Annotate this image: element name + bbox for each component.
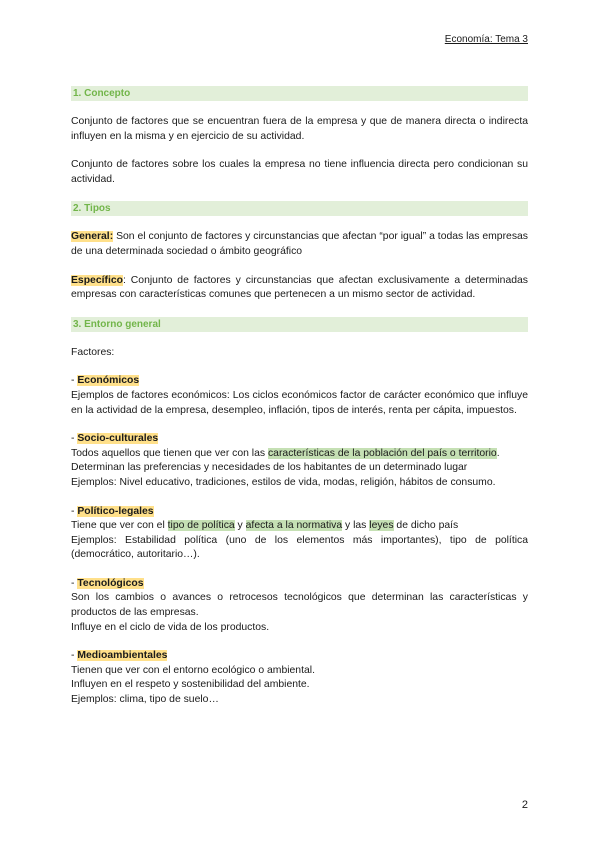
tipos-general <box>71 230 528 259</box>
especifico-label: Específico <box>71 274 123 286</box>
economicos-title: - Económicos <box>71 375 140 387</box>
page-number: 2 <box>521 799 528 811</box>
general-text: Son el conjunto de factores y circunstancias que afectan “por igual” a todas las empresas de una determinada sociedad o ámbito geográfico <box>71 231 528 257</box>
concepto-paragraph-2: Conjunto de factores sobre los cuales la empresa no tiene influencia directa pero condicionan su actividad. <box>71 159 528 185</box>
especifico-text: : Conjunto de factores y circunstancias que afectan exclusivamente a determinadas empresas con características comunes que pertenecen a un mismo sector de actividad. <box>71 274 528 301</box>
economicos-text: Ejemplos de factores económicos: Los ciclos económicos factor de carácter económico que influye en la actividad de la empresa, desempleo, inflación, tipos de interés, renta per cápita, impuestos. <box>71 389 528 416</box>
medioambientales-title: - Medioambientales <box>71 650 168 662</box>
document-body <box>71 86 528 708</box>
section-heading-tipos: 2. Tipos <box>71 201 528 216</box>
concepto-paragraph-1: Conjunto de factores que se encuentran fuera de la empresa y que de manera directa o indirecta influyen en la misma y en ejercicio de su actividad. <box>71 116 528 142</box>
tipos-especifico <box>71 274 528 303</box>
tecnologicos-line-2: Influye en el ciclo de vida de los productos. <box>71 621 270 633</box>
socioculturales-line-2: Determinan las preferencias y necesidades de los habitantes de un determinado lugar <box>71 462 468 474</box>
socioculturales-line-3: Ejemplos: Nivel educativo, tradiciones, estilos de vida, modas, religión, hábitos de consumo. <box>71 476 496 488</box>
politicolegales-line-2: Ejemplos: Estabilidad política (uno de los elementos más importantes), tipo de política (democrático, autoritario…). <box>71 534 528 561</box>
medioambientales-line-1: Tienen que ver con el entorno ecológico o ambiental. <box>71 664 315 676</box>
tecnologicos-title: - Tecnológicos <box>71 577 144 589</box>
medioambientales-line-2: Influyen en el respeto y sostenibilidad del ambiente. <box>71 679 310 691</box>
politicolegales-title: - Político-legales <box>71 505 154 517</box>
section-heading-concepto: 1. Concepto <box>71 86 528 101</box>
socioculturales-line-1: Todos aquellos que tienen que ver con las características de la población del país o territorio. <box>71 447 500 459</box>
medioambientales-line-3: Ejemplos: clima, tipo de suelo… <box>71 694 219 706</box>
tecnologicos-line-1: Son los cambios o avances o retrocesos tecnológicos que determinan las características y productos de las empresas. <box>71 592 528 619</box>
factores-label: Factores: <box>71 346 115 358</box>
page-header: Economía: Tema 3 <box>444 34 528 45</box>
section-heading-entorno: 3. Entorno general <box>71 317 528 332</box>
politicolegales-line-1: Tiene que ver con el tipo de política y afecta a la normativa y las leyes de dicho país <box>71 520 459 532</box>
socioculturales-title: - Socio-culturales <box>71 433 159 445</box>
general-label: General: <box>71 231 114 243</box>
